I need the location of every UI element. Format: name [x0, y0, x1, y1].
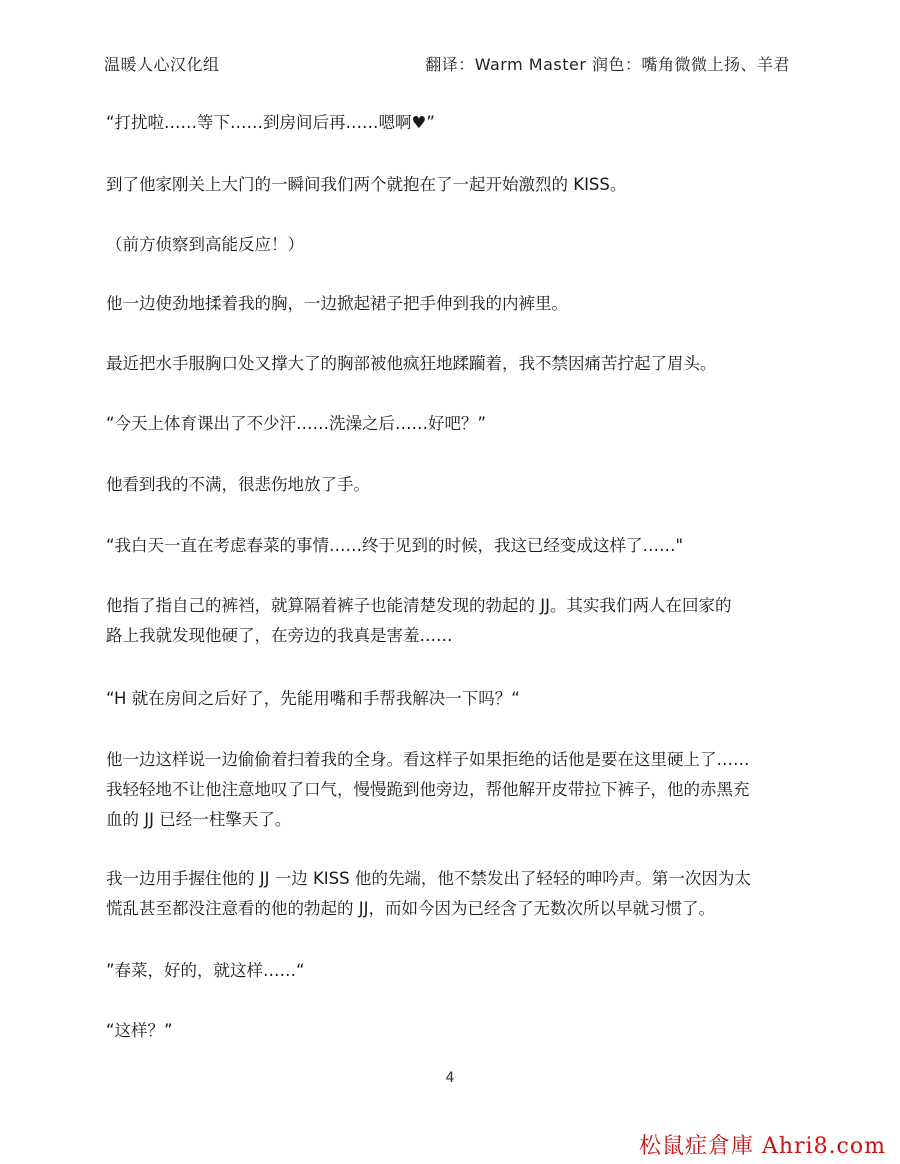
paragraph-6: “今天上体育课出了不少汗……洗澡之后……好吧？” [106, 414, 487, 433]
paragraph-1: “打扰啦……等下……到房间后再……嗯啊♥” [106, 113, 435, 132]
paragraph-9: 他指了指自己的裤裆，就算隔着裤子也能清楚发现的勃起的 JJ。其实我们两人在回家的 路上我就发现他硬了，在旁边的我真是害羞…… [106, 596, 732, 645]
page-number: 4 [445, 1070, 455, 1086]
paragraph-7: 他看到我的不满，很悲伤地放了手。 [106, 475, 370, 494]
translator-credits: 翻译：Warm Master 润色：嘴角微微上扬、羊君 [425, 55, 790, 74]
site-watermark: 松鼠症倉庫 Ahri8.com [638, 1134, 886, 1159]
paragraph-12: 我一边用手握住他的 JJ 一边 KISS 他的先端，他不禁发出了轻轻的呻吟声。第一次因为太 慌乱甚至都没注意看的他的勃起的 JJ，而如今因为已经含了无数次所以早就习惯了。 [106, 869, 751, 918]
paragraph-13: ”春菜，好的，就这样……“ [106, 961, 305, 980]
paragraph-3: （前方侦察到高能反应！） [106, 235, 304, 254]
paragraph-4: 他一边使劲地揉着我的胸，一边掀起裙子把手伸到我的内裤里。 [106, 294, 568, 313]
paragraph-8: “我白天一直在考虑春菜的事情……终于见到的时候，我这已经变成这样了……" [106, 536, 684, 555]
paragraph-5: 最近把水手服胸口处又撑大了的胸部被他疯狂地蹂躏着，我不禁因痛苦拧起了眉头。 [106, 354, 717, 373]
paragraph-11: 他一边这样说一边偷偷着扫着我的全身。看这样子如果拒绝的话他是要在这里硬上了…… 我轻轻地不让他注意地叹了口气，慢慢跪到他旁边，帮他解开皮带拉下裤子，他的赤黑充 血的 JJ 已经一柱擎天了。 [106, 750, 750, 829]
paragraph-10: “H 就在房间之后好了，先能用嘴和手帮我解决一下吗？“ [106, 689, 520, 708]
paragraph-14: “这样？” [106, 1021, 173, 1040]
paragraph-2: 到了他家刚关上大门的一瞬间我们两个就抱在了一起开始激烈的 KISS。 [106, 175, 627, 194]
group-name: 温暖人心汉化组 [104, 55, 220, 74]
